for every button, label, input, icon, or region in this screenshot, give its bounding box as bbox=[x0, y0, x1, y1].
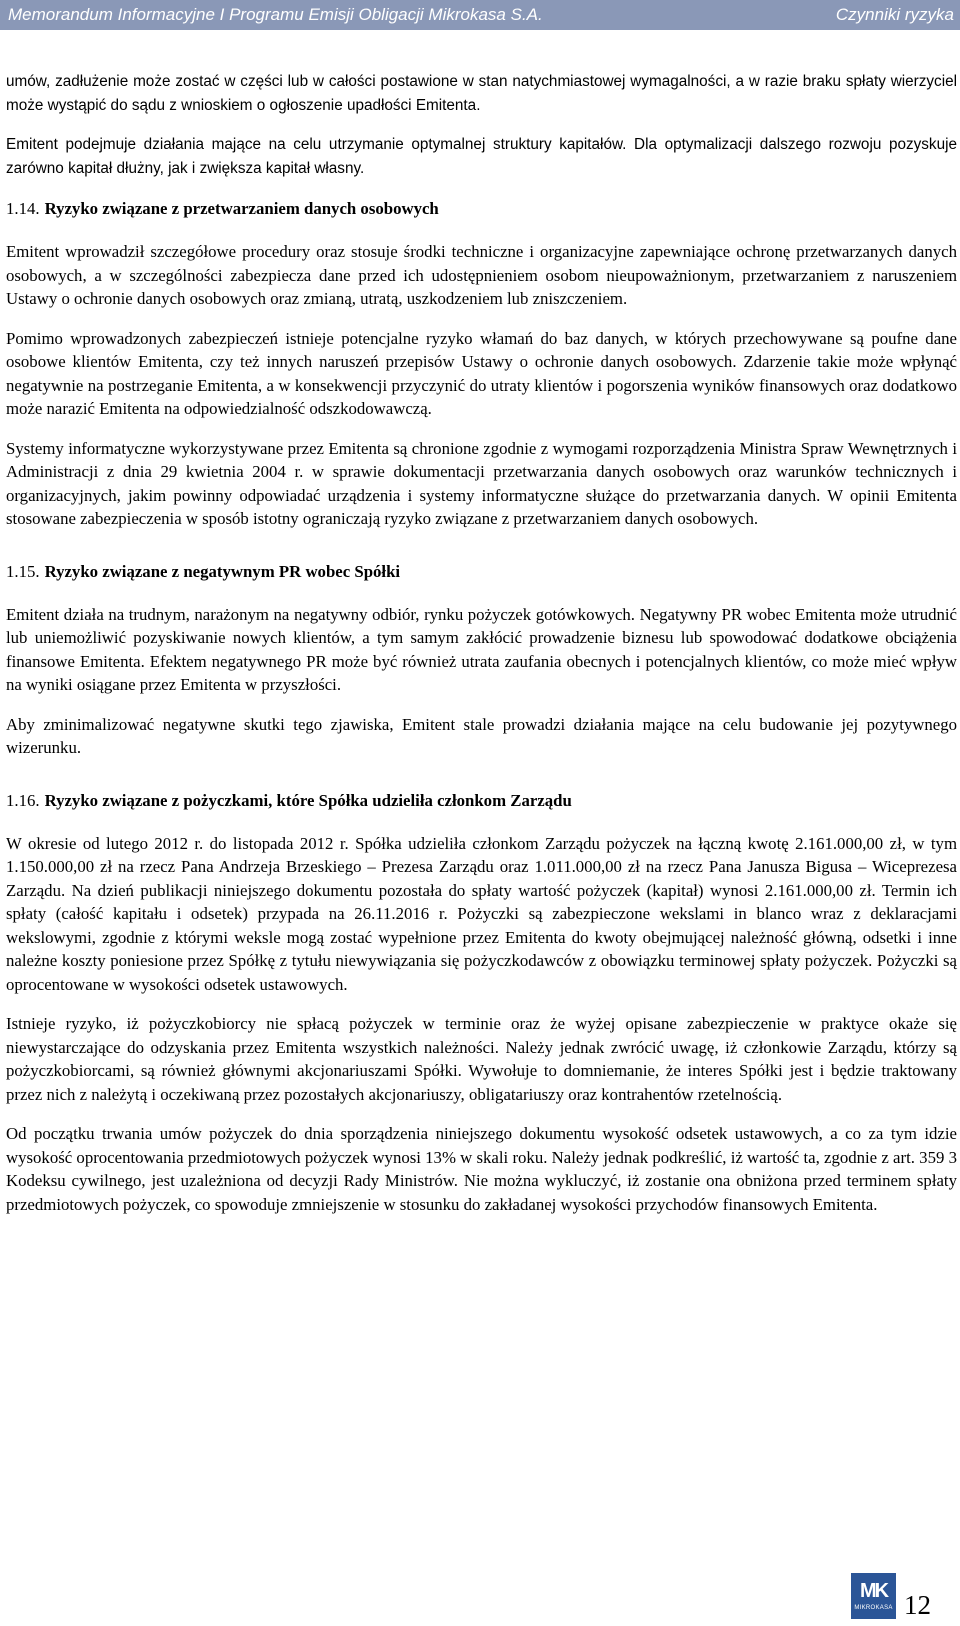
section-1-14-paragraph-3: Systemy informatyczne wykorzystywane przez Emitenta są chronione zgodnie z wymogami rozporządzenia Ministra Spraw Wewnętrznych i Administracji z dnia 29 kwietnia 2004 r. w sprawie dokumentacji przetwarzania danych osobowych oraz warunków technicznych i organizacyjnych, jakim powinny odpowiadać urządzenia i systemy informatyczne służące do przetwarzania danych. W opinii Emitenta stosowane zabezpieczenia w sposób istotny ograniczają ryzyko związane z przetwarzaniem danych osobowych. bbox=[6, 438, 957, 528]
section-1-14-paragraph-1: Emitent wprowadził szczegółowe procedury oraz stosuje środki techniczne i organizacyjne zapewniające ochronę przetwarzanych danych osobowych, a w szczególności zabezpiecza dane przed ich udostępnieniem osobom nieupoważnionym, przetwarzaniem z naruszeniem Ustawy o ochronie danych osobowych oraz zmianą, utratą, uszkodzeniem lub zniszczeniem. bbox=[6, 242, 957, 308]
section-1-16-paragraph-3: Od początku trwania umów pożyczek do dnia sporządzenia niniejszego dokumentu wysokość odsetek ustawowych, a co za tym idzie wysokość oprocentowania przedmiotowych pożyczek wynosi 13% w skali roku. Należy jednak podkreślić, iż wartość ta, zgodnie z art. 359 3 Kodeksu cywilnego, jest uzależniona od decyzji Rady Ministrów. Nie można wykluczyć, iż zostanie ona obniżona przed terminem spłaty przedmiotowych pożyczek, co spowoduje zmniejszenie w stosunku do zakładanej wysokości przychodów finansowych Emitenta. bbox=[6, 1124, 957, 1214]
section-number: 1.16. bbox=[6, 790, 40, 810]
logo-mark: MK bbox=[859, 1579, 888, 1602]
section-title: Ryzyko związane z negatywnym PR wobec Spółki bbox=[44, 561, 401, 581]
document-title: Memorandum Informacyjne I Programu Emisji Obligacji Mikrokasa S.A. bbox=[8, 5, 543, 24]
section-number: 1.15. bbox=[6, 561, 40, 581]
section-1-16-paragraph-2: Istnieje ryzyko, iż pożyczkobiorcy nie spłacą pożyczek w terminie oraz że wyżej opisane zabezpieczenie w praktyce okaże się niewystarczające do odzyskania przez Emitenta wszystkich należności. Należy jednak zwrócić uwagę, iż członkowie Zarządu, którzy są pożyczkobiorcami, są również głównymi akcjonariuszami Spółki. Wywołuje to domniemanie, że interes Spółki jest i będzie traktowany przez nich z należytą i oczekiwaną przez pozostałych akcjonariuszy, obligatariuszy oraz kontrahentów rzetelnością. bbox=[6, 1014, 957, 1104]
logo-text: MIKROKASA bbox=[854, 1604, 893, 1611]
intro-paragraph-1: umów, zadłużenie może zostać w części lub w całości postawione w stan natychmiastowej wymagalności, a w razie braku spłaty wierzyciel może wystąpić do sądu z wnioskiem o ogłoszenie upadłości Emitenta. bbox=[6, 73, 957, 114]
chapter-title: Czynniki ryzyka bbox=[835, 5, 954, 24]
section-heading-1-16 bbox=[6, 790, 957, 812]
section-heading-1-15 bbox=[6, 561, 957, 583]
section-number: 1.14. bbox=[6, 199, 40, 218]
section-title: Ryzyko związane z przetwarzaniem danych osobowych bbox=[44, 199, 439, 218]
intro-paragraph-2: Emitent podejmuje działania mające na celu utrzymanie optymalnej struktury kapitałów. Dla optymalizacji dalszego rozwoju pozyskuje zarówno kapitał dłużny, jak i zwiększa kapitał własny. bbox=[6, 136, 957, 177]
document-body bbox=[6, 70, 957, 1216]
mikrokasa-logo bbox=[851, 1573, 896, 1619]
section-1-14-paragraph-2: Pomimo wprowadzonych zabezpieczeń istnieje potencjalne ryzyko włamań do baz danych, w których przechowywane są poufne dane osobowe klientów Emitenta, czy też innych naruszeń przepisów Ustawy o ochronie danych osobowych. Zdarzenie takie może wpłynąć negatywnie na postrzeganie Emitenta, a w konsekwencji przyczynić do utraty klientów i pogorszenia wyników finansowych oraz dodatkowo może narazić Emitenta na odpowiedzialność odszkodowawczą. bbox=[6, 328, 957, 418]
section-heading-1-14 bbox=[6, 198, 957, 220]
section-title: Ryzyko związane z pożyczkami, które Spółka udzieliła członkom Zarządu bbox=[44, 790, 572, 810]
page-header bbox=[0, 0, 960, 30]
section-1-15-paragraph-2: Aby zminimalizować negatywne skutki tego zjawiska, Emitent stale prowadzi działania mające na celu budowanie jej pozytywnego wizerunku. bbox=[6, 714, 957, 757]
section-1-15-paragraph-1: Emitent działa na trudnym, narażonym na negatywny odbiór, rynku pożyczek gotówkowych. Negatywny PR wobec Emitenta może utrudnić lub uniemożliwić pozyskiwanie nowych klientów, a tym samym zakłócić prowadzenie biznesu lub spowodować dodatkowe obciążenia finansowe Emitenta. Efektem negatywnego PR może być również utrata zaufania obecnych i potencjalnych klientów, co może mieć wpływ na wyniki osiągane przez Emitenta w przyszłości. bbox=[6, 604, 957, 694]
page-number: 12 bbox=[904, 1590, 931, 1620]
section-1-16-paragraph-1: W okresie od lutego 2012 r. do listopada 2012 r. Spółka udzieliła członkom Zarządu pożyczek na łączną kwotę 2.161.000,00 zł, w tym 1.150.000,00 zł na rzecz Pana Andrzeja Brzeskiego – Prezesa Zarządu oraz 1.011.000,00 zł na rzecz Pana Janusza Bigusa – Wiceprezesa Zarządu. Na dzień publikacji niniejszego dokumentu pozostała do spłaty wartość pożyczek (kapitał) wynosi 2.161.000,00 zł. Termin ich spłaty (całość kapitału i odsetek) przypada na 26.11.2016 r. Pożyczki są zabezpieczone wekslami in blanco wraz z deklaracjami wekslowymi, zgodnie z którymi weksle mogą zostać wypełnione przez Emitenta do kwoty obejmującej należność główną, odsetki i inne należne koszty poniesione przez Spółkę z tytułu niewywiązania się pożyczkodawców z obowiązku terminowej spłaty pożyczek. Pożyczki są oprocentowane w wysokości odsetek ustawowych. bbox=[6, 833, 957, 994]
